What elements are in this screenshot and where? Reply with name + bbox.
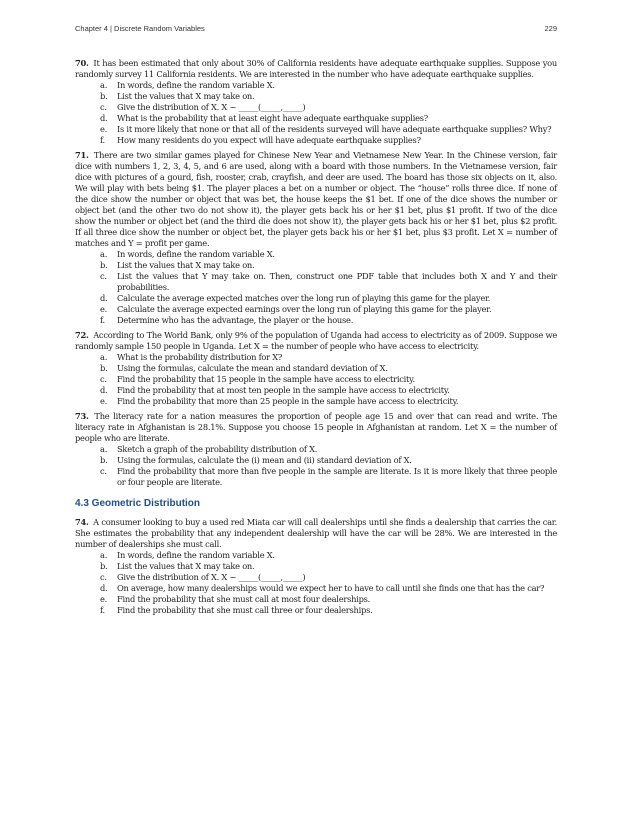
exercise-number: 70. (75, 58, 89, 68)
section-title: 4.3 Geometric Distribution (75, 498, 201, 509)
subquestion-text: Find the probability that she must call three or four dealerships. (117, 605, 373, 615)
subquestion-label: b. (100, 260, 108, 270)
subquestion (100, 315, 557, 326)
subquestion-label: b. (100, 363, 108, 373)
exercise-list-geometric (75, 517, 557, 616)
subquestion-text: Find the probability that she must call at most four dealerships. (117, 594, 371, 604)
subquestion (100, 113, 557, 124)
subquestion-text: Determine who has the advantage, the player or the house. (117, 315, 354, 325)
subquestion-label: c. (100, 572, 107, 582)
subquestion-label: d. (100, 583, 108, 593)
exercise-prompt (75, 330, 557, 352)
subquestion-text: Find the probability that 15 people in the sample have access to electricity. (117, 374, 415, 384)
subquestion-text: List the values that X may take on. (117, 561, 255, 571)
subquestion (100, 363, 557, 374)
page-number: 229 (544, 24, 557, 33)
exercise-text: It has been estimated that only about 30% of California residents have adequate earthquake supplies. Suppose you randomly survey 11 California residents. We are interested in the number who have adequate earthquake supplies. (75, 58, 557, 79)
subquestion-label: b. (100, 455, 108, 465)
chapter-title: Chapter 4 | Discrete Random Variables (75, 24, 205, 33)
subquestion (100, 352, 557, 363)
subquestion-text: Find the probability that more than 25 people in the sample have access to electricity. (117, 396, 459, 406)
subquestion-label: a. (100, 352, 108, 362)
subquestion-text: Give the distribution of X. X ~ _____(_____,_____) (117, 572, 306, 582)
subquestion (100, 124, 557, 135)
subquestion (100, 80, 557, 91)
subquestion (100, 561, 557, 572)
subquestion-label: d. (100, 385, 108, 395)
exercise-prompt (75, 58, 557, 80)
exercise-74 (75, 517, 557, 616)
exercise-list (75, 58, 557, 488)
subquestion-label: f. (100, 605, 105, 615)
subquestion-label: a. (100, 550, 108, 560)
subquestion-list (75, 80, 557, 146)
exercise-prompt (75, 411, 557, 444)
exercise-prompt (75, 517, 557, 550)
subquestion-label: e. (100, 396, 108, 406)
subquestion-text: Calculate the average expected earnings over the long run of playing this game for the player. (117, 304, 492, 314)
subquestion (100, 102, 557, 113)
exercise-number: 72. (75, 330, 89, 340)
subquestion-text: In words, define the random variable X. (117, 80, 275, 90)
subquestion-text: How many residents do you expect will have adequate earthquake supplies? (117, 135, 421, 145)
subquestion-list (75, 249, 557, 326)
subquestion (100, 249, 557, 260)
exercise-72 (75, 330, 557, 407)
subquestion-label: b. (100, 91, 108, 101)
page-content (75, 58, 557, 620)
subquestion-label: e. (100, 594, 108, 604)
subquestion-text: Is it more likely that none or that all of the residents surveyed will have adequate earthquake supplies? Why? (117, 124, 552, 134)
subquestion-text: Find the probability that at most ten people in the sample have access to electricity. (117, 385, 450, 395)
subquestion-label: c. (100, 102, 107, 112)
subquestion (100, 444, 557, 455)
subquestion-text: Using the formulas, calculate the (i) mean and (ii) standard deviation of X. (117, 455, 412, 465)
exercise-number: 71. (75, 150, 89, 160)
subquestion-text: Give the distribution of X. X ~ _____(_____,_____) (117, 102, 306, 112)
subquestion-text: In words, define the random variable X. (117, 550, 275, 560)
subquestion-label: e. (100, 124, 108, 134)
subquestion-label: a. (100, 80, 108, 90)
subquestion (100, 572, 557, 583)
subquestion (100, 605, 557, 616)
subquestion-list (75, 550, 557, 616)
subquestion (100, 91, 557, 102)
subquestion (100, 293, 557, 304)
exercise-text: According to The World Bank, only 9% of the population of Uganda had access to electricity as of 2009. Suppose we randomly sample 150 people in Uganda. Let X = the number of people who have access to electricity. (75, 330, 557, 351)
subquestion-text: What is the probability that at least eight have adequate earthquake supplies? (117, 113, 428, 123)
subquestion-text: List the values that X may take on. (117, 260, 255, 270)
subquestion-text: Find the probability that more than five people in the sample are literate. Is it is more likely that three people or four people are literate. (117, 466, 557, 487)
subquestion (100, 594, 557, 605)
subquestion-label: d. (100, 293, 108, 303)
subquestion-text: What is the probability distribution for X? (117, 352, 283, 362)
exercise-number: 73. (75, 411, 89, 421)
subquestion-text: List the values that X may take on. (117, 91, 255, 101)
subquestion (100, 583, 557, 594)
subquestion (100, 466, 557, 488)
subquestion-text: In words, define the random variable X. (117, 249, 275, 259)
exercise-text: A consumer looking to buy a used red Miata car will call dealerships until she finds a dealership that carries the car. She estimates the probability that any independent dealership will have the car will be 28%. We are interested in the number of dealerships she must call. (75, 517, 557, 549)
subquestion-label: c. (100, 271, 107, 281)
subquestion-list (75, 444, 557, 488)
subquestion (100, 550, 557, 561)
exercise-text: The literacy rate for a nation measures the proportion of people age 15 and over that can read and write. The literacy rate in Afghanistan is 28.1%. Suppose you choose 15 people in Afghanistan at random. Let X = the number of people who are literate. (75, 411, 557, 443)
exercise-70 (75, 58, 557, 146)
subquestion (100, 455, 557, 466)
page-header (75, 24, 557, 36)
subquestion (100, 374, 557, 385)
subquestion-text: Sketch a graph of the probability distribution of X. (117, 444, 318, 454)
subquestion-label: f. (100, 135, 105, 145)
subquestion-label: d. (100, 113, 108, 123)
subquestion (100, 135, 557, 146)
exercise-text: There are two similar games played for Chinese New Year and Vietnamese New Year. In the Chinese version, fair dice with numbers 1, 2, 3, 4, 5, and 6 are used, along with a board with those numbers. In the Vietnamese version, fair dice with pictures of a gourd, fish, rooster, crab, crayfish, and deer are used. The board has those six objects on it, also. We will play with bets being $1. The player places a bet on a number or object. The “house” rolls three dice. If none of the dice show the number or object that was bet, the house keeps the $1 bet. If one of the dice shows the number or object bet (and the other two do not show it), the player gets back his or her $1 bet, plus $1 profit. If two of the dice show the number or object bet (and the third die does not show it), the player gets back his or her $1 bet, plus $2 profit. If all three dice show the number or object bet, the player gets back his or her $1 bet, plus $3 profit. Let X = number of matches and Y = profit per game. (75, 150, 558, 248)
subquestion-label: e. (100, 304, 108, 314)
subquestion-text: List the values that Y may take on. Then, construct one PDF table that includes both X and Y and their probabilities. (117, 271, 557, 292)
subquestion-text: On average, how many dealerships would we expect her to have to call until she finds one that has the car? (117, 583, 545, 593)
subquestion-label: f. (100, 315, 105, 325)
exercise-number: 74. (75, 517, 89, 527)
subquestion (100, 385, 557, 396)
subquestion-text: Calculate the average expected matches over the long run of playing this game for the player. (117, 293, 491, 303)
subquestion-label: a. (100, 444, 108, 454)
subquestion-label: a. (100, 249, 108, 259)
exercise-73 (75, 411, 557, 488)
subquestion (100, 271, 557, 293)
subquestion (100, 304, 557, 315)
subquestion (100, 396, 557, 407)
exercise-71 (75, 150, 557, 326)
subquestion-label: b. (100, 561, 108, 571)
subquestion-label: c. (100, 466, 107, 476)
subquestion-label: c. (100, 374, 107, 384)
subquestion-text: Using the formulas, calculate the mean and standard deviation of X. (117, 363, 388, 373)
subquestion (100, 260, 557, 271)
subquestion-list (75, 352, 557, 407)
exercise-prompt (75, 150, 557, 249)
